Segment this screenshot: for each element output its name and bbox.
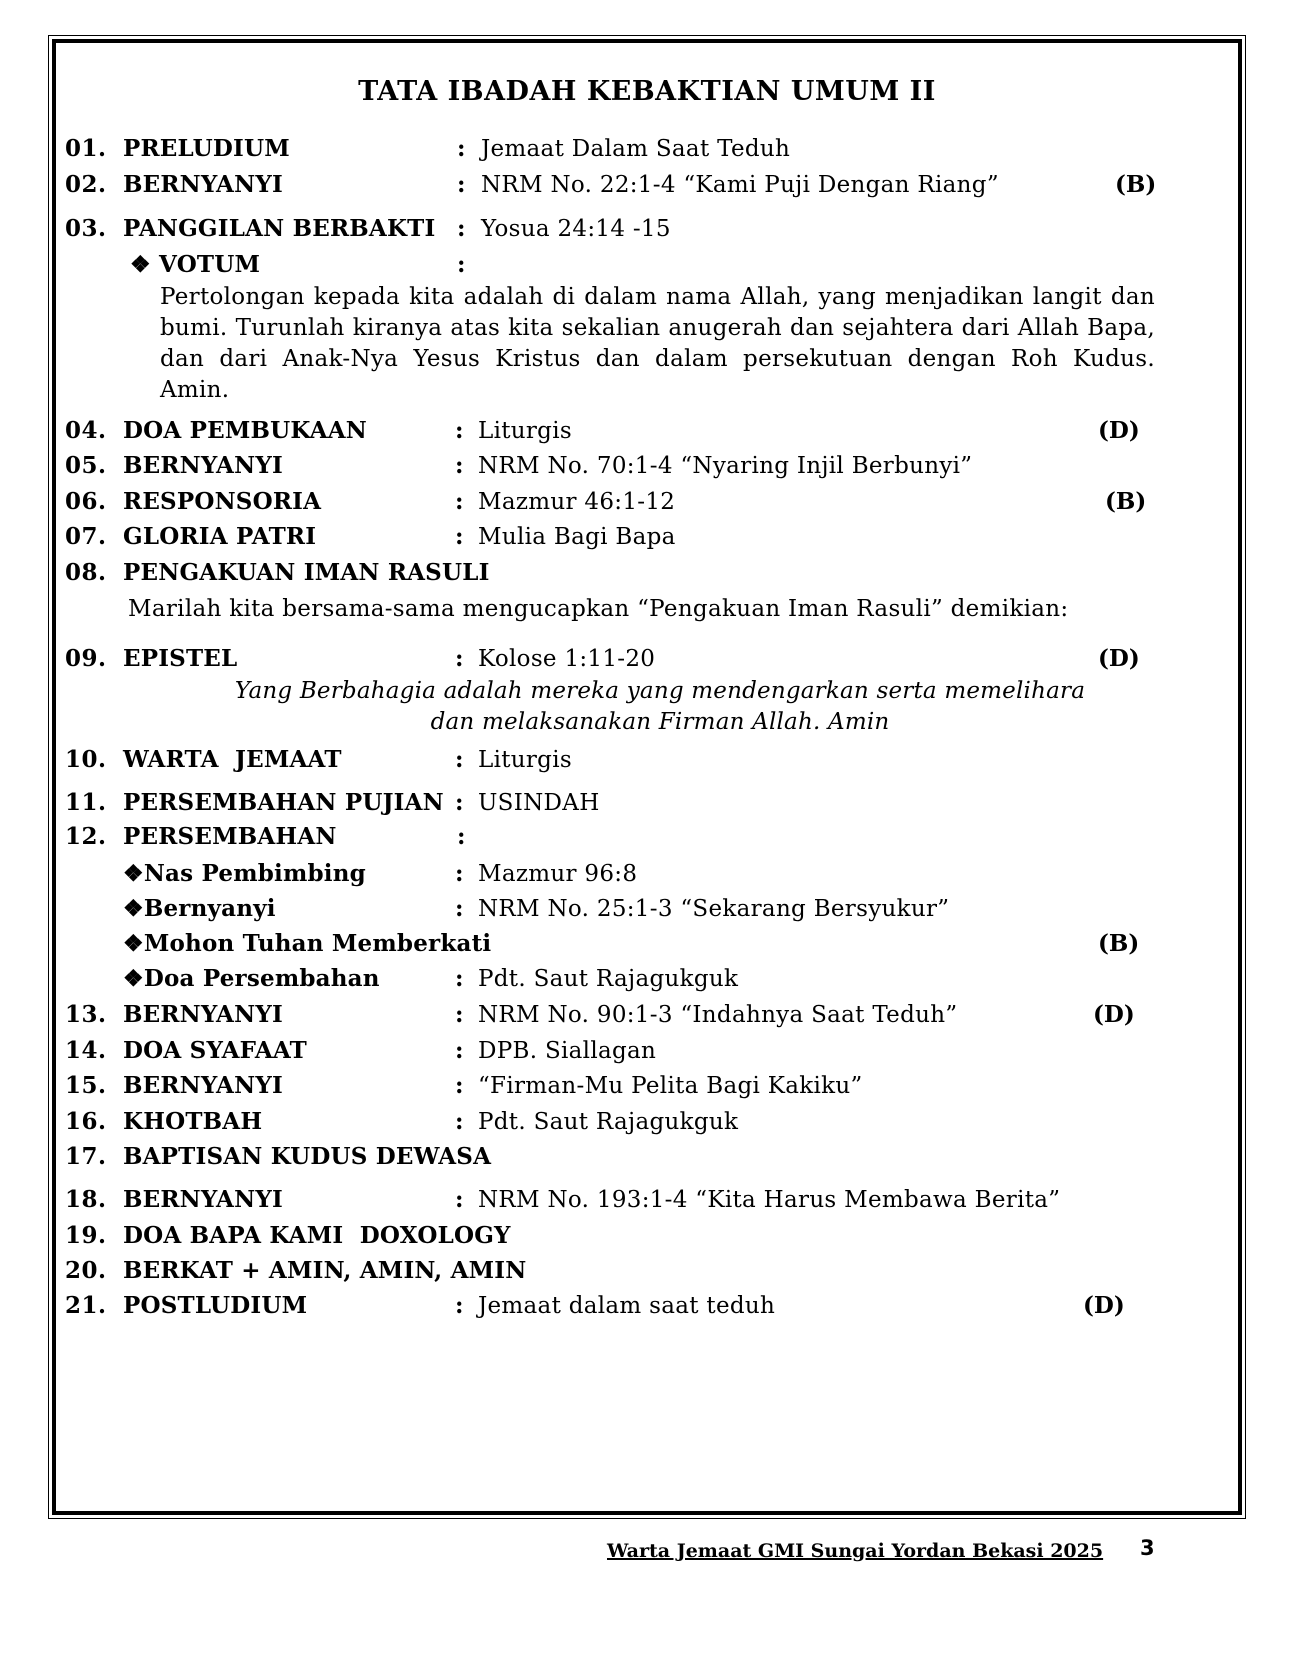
item-colon: : [455,417,464,444]
liturgy-item [65,743,1165,777]
liturgy-item [65,168,1165,202]
liturgy-item [65,1183,1165,1217]
item-label: RESPONSORIA [123,488,322,515]
item-value: Jemaat dalam saat teduh [478,1293,776,1319]
liturgy-item [65,1219,1165,1253]
item-colon: : [455,789,464,816]
liturgy-item [65,132,1165,166]
item-value: Pdt. Saut Rajagukguk [478,1109,739,1135]
item-label: BERNYANYI [123,171,283,198]
item-label: BERNYANYI [123,452,283,479]
votum-heading [65,248,1165,282]
liturgy-item [65,414,1165,448]
diamond-bullet-icon: ❖ [130,251,151,278]
item-number: 01. [65,135,107,162]
liturgy-item [65,642,1165,676]
liturgy-item [65,449,1165,483]
votum-label: ❖ VOTUM [130,251,261,278]
item-marker: (D) [1098,645,1140,672]
item-number: 15. [65,1072,107,1099]
item-label: BAPTISAN KUDUS DEWASA [123,1143,492,1170]
item-value: USINDAH [478,790,600,816]
item-colon: : [455,895,464,922]
sub-item-label: ❖Doa Persembahan [123,965,380,992]
diamond-bullet-icon: ❖ [123,965,144,992]
item-value: NRM No. 193:1-4 “Kita Harus Membawa Berita” [478,1187,1061,1213]
epistel-response-line-2: dan melaksanakan Firman Allah. Amin [430,709,890,735]
item-number: 09. [65,645,107,672]
liturgy-item [65,520,1165,554]
sub-item-value: NRM No. 25:1-3 “Sekarang Bersyukur” [478,896,950,922]
item-value: Mazmur 46:1-12 [478,489,676,515]
item-marker: (D) [1093,1001,1135,1028]
item-marker: (D) [1098,417,1140,444]
item-number: 08. [65,559,107,586]
liturgy-item [65,1140,1165,1174]
item-colon: : [457,135,466,162]
liturgy-item [65,212,1165,246]
item-value: Yosua 24:14 -15 [481,216,671,242]
item-label: EPISTEL [123,645,238,672]
item-number: 18. [65,1186,107,1213]
item-colon: : [455,523,464,550]
diamond-bullet-icon: ❖ [123,860,144,887]
liturgy-item [65,1105,1165,1139]
item-colon: : [457,251,466,278]
item-label: BERKAT + AMIN, AMIN, AMIN [123,1257,527,1284]
item-label: DOA PEMBUKAAN [123,417,367,444]
item-value: Jemaat Dalam Saat Teduh [481,136,791,162]
item-label: PANGGILAN BERBAKTI [123,215,436,242]
item-marker: (B) [1105,488,1147,515]
liturgy-item [65,820,1165,854]
item-colon: : [455,645,464,672]
item-number: 17. [65,1143,107,1170]
sub-item-label: ❖Mohon Tuhan Memberkati [123,930,492,957]
item-colon: : [457,215,466,242]
persembahan-sub-item [65,857,1165,891]
item-number: 03. [65,215,107,242]
item-value: Liturgis [478,418,572,444]
persembahan-sub-item [65,962,1165,996]
item-label: BERNYANYI [123,1186,283,1213]
item-label: PENGAKUAN IMAN RASULI [123,559,490,586]
item-colon: : [455,860,464,887]
item-number: 10. [65,746,107,773]
footer-publication-title: Warta Jemaat GMI Sungai Yordan Bekasi 2025 [607,1540,1104,1562]
item-colon: : [455,1072,464,1099]
item-colon: : [457,171,466,198]
item-colon: : [455,1037,464,1064]
item-value: Kolose 1:11-20 [478,646,656,672]
item-value: NRM No. 22:1-4 “Kami Puji Dengan Riang” [481,172,999,198]
item-marker: (B) [1115,171,1157,198]
item-colon: : [455,965,464,992]
item-number: 04. [65,417,107,444]
liturgy-item [65,556,1165,590]
item-label: GLORIA PATRI [123,523,317,550]
item-number: 19. [65,1222,107,1249]
diamond-bullet-icon: ❖ [123,895,144,922]
item-colon: : [455,1186,464,1213]
liturgy-item [65,1289,1165,1323]
sub-item-label: ❖Bernyanyi [123,895,276,922]
item-label: DOA SYAFAAT [123,1037,307,1064]
pengakuan-intro: Marilah kita bersama-sama mengucapkan “Pengakuan Iman Rasuli” demikian: [128,596,1069,622]
item-label: PERSEMBAHAN [123,823,337,850]
item-value: NRM No. 70:1-4 “Nyaring Injil Berbunyi” [478,453,973,479]
item-number: 12. [65,823,107,850]
votum-text: Pertolongan kepada kita adalah di dalam nama Allah, yang menjadikan langit dan bumi. Turunlah kiranya atas kita sekalian anugerah dan sejahtera dari Allah Bapa, dan dari Anak-Nya Yesus Kristus dan dalam persekutuan dengan Roh Kudus. Amin. [160,284,1155,403]
item-value: “Firman-Mu Pelita Bagi Kakiku” [478,1073,863,1099]
persembahan-sub-item [65,927,1165,961]
item-value: NRM No. 90:1-3 “Indahnya Saat Teduh” [478,1002,958,1028]
item-number: 21. [65,1292,107,1319]
item-colon: : [455,1292,464,1319]
item-number: 07. [65,523,107,550]
item-colon: : [455,452,464,479]
page-number: 3 [1140,1536,1155,1560]
document-title: TATA IBADAH KEBAKTIAN UMUM II [358,76,936,107]
item-number: 11. [65,789,107,816]
liturgy-item [65,1034,1165,1068]
liturgy-item [65,998,1165,1032]
liturgy-item [65,786,1165,820]
item-label: PRELUDIUM [123,135,290,162]
item-label: BERNYANYI [123,1001,283,1028]
item-marker: (D) [1083,1292,1125,1319]
sub-item-value: Mazmur 96:8 [478,861,638,887]
item-colon: : [455,488,464,515]
item-number: 14. [65,1037,107,1064]
epistel-response-line-1: Yang Berbahagia adalah mereka yang mendengarkan serta memelihara [234,678,1086,704]
sub-item-label: ❖Nas Pembimbing [123,860,366,887]
item-label: POSTLUDIUM [123,1292,308,1319]
item-number: 05. [65,452,107,479]
item-colon: : [455,746,464,773]
item-number: 06. [65,488,107,515]
item-label: BERNYANYI [123,1072,283,1099]
sub-item-value: Pdt. Saut Rajagukguk [478,966,739,992]
liturgy-item [65,1254,1165,1288]
item-value: Mulia Bagi Bapa [478,524,676,550]
persembahan-sub-item [65,892,1165,926]
item-label: KHOTBAH [123,1108,263,1135]
item-number: 02. [65,171,107,198]
item-value: DPB. Siallagan [478,1038,657,1064]
diamond-bullet-icon: ❖ [123,930,144,957]
liturgy-item [65,485,1165,519]
item-colon: : [455,1108,464,1135]
item-number: 16. [65,1108,107,1135]
item-label: PERSEMBAHAN PUJIAN [123,789,444,816]
sub-item-marker: (B) [1098,930,1140,957]
item-colon: : [457,823,466,850]
item-label: WARTA JEMAAT [123,746,342,773]
item-number: 20. [65,1257,107,1284]
liturgy-item [65,1069,1165,1103]
item-colon: : [455,1001,464,1028]
item-label: DOA BAPA KAMI DOXOLOGY [123,1222,511,1249]
item-number: 13. [65,1001,107,1028]
item-value: Liturgis [478,747,572,773]
